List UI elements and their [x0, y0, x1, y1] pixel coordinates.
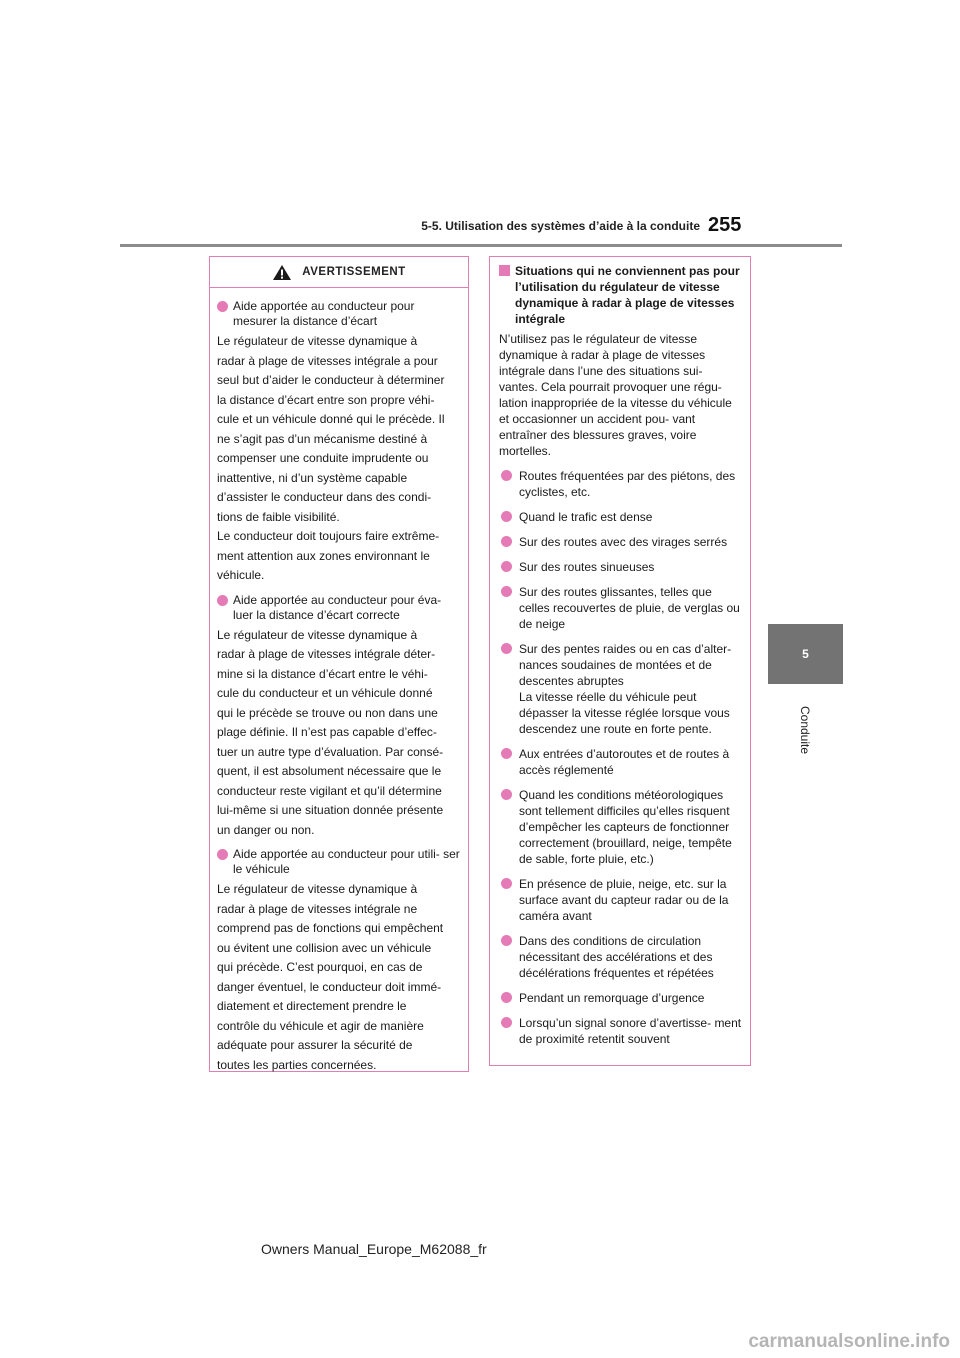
warning-bullet	[217, 299, 460, 329]
list-item	[499, 468, 742, 500]
list-item	[499, 534, 742, 550]
warning-text-line: compenser une conduite imprudente ou	[217, 451, 429, 465]
bullet-dot-icon	[217, 595, 228, 606]
list-item	[499, 641, 742, 737]
warning-text-line: conducteur reste vigilant et qu’il détermine	[217, 783, 442, 798]
warning-text-line: tuer un autre type d’évaluation. Par consé-	[217, 744, 444, 759]
section-title: 5-5. Utilisation des systèmes d’aide à la conduite	[421, 219, 700, 233]
warning-text-line: inattentive, ni d’un système capable	[217, 470, 408, 485]
warning-text-line: un danger ou non.	[217, 822, 315, 837]
warning-text-line: Le conducteur doit toujours faire extrême-	[217, 529, 440, 543]
bullet-dot-icon	[217, 301, 228, 312]
list-item-text: Pendant un remorquage d’urgence	[519, 991, 705, 1005]
situations-list	[499, 468, 742, 1047]
list-item	[499, 584, 742, 632]
warning-bullet-heading: Aide apportée au conducteur pour utili- ser le véhicule	[233, 847, 460, 876]
warning-text-line: danger éventuel, le conducteur doit immé-	[217, 979, 442, 994]
warning-triangle-icon	[272, 264, 292, 281]
list-item	[499, 509, 742, 525]
warning-header	[210, 257, 468, 288]
warning-bullet	[217, 593, 460, 623]
list-item-text: Sur des routes avec des virages serrés	[519, 535, 728, 549]
list-item	[499, 746, 742, 778]
footer-text: Owners Manual_Europe_M62088_fr	[261, 1241, 487, 1257]
list-item-text: Sur des pentes raides ou en cas d’alter- nances soudaines de montées et de descentes abruptes	[519, 642, 732, 688]
bullet-dot-icon	[501, 470, 512, 481]
bullet-dot-icon	[501, 789, 512, 800]
list-item-text: Sur des routes glissantes, telles que celles recouvertes de pluie, de verglas ou de neige	[519, 585, 740, 631]
bullet-dot-icon	[217, 849, 228, 860]
warning-text-line: ne s’agit pas d’un mécanisme destiné à	[217, 431, 428, 446]
watermark-text: carmanualsonline.info	[748, 1331, 950, 1352]
list-item	[499, 559, 742, 575]
list-item	[499, 1015, 742, 1047]
bullet-dot-icon	[501, 992, 512, 1003]
chapter-label-text: Conduite	[797, 705, 812, 755]
situations-intro: N’utilisez pas le régulateur de vitesse dynamique à radar à plage de vitesses intégrale dans l’une des situations sui- vantes. Cela pourrait provoquer une régu- lation inappropriée de la vitesse du véhicule et occasionner un accident pou- vant entraîner des blessures graves, voire mortelles.	[499, 332, 732, 458]
warning-text-line: ou évitent une collision avec un véhicule	[217, 940, 432, 955]
warning-body	[210, 288, 468, 1075]
bullet-dot-icon	[501, 1017, 512, 1028]
warning-text-line: quent, il est absolument nécessaire que le	[217, 764, 442, 778]
list-item-text: Aux entrées d’autoroutes et de routes à accès réglementé	[519, 747, 730, 777]
warning-bullet-heading: Aide apportée au conducteur pour mesurer la distance d’écart	[233, 299, 415, 328]
list-item	[499, 787, 742, 867]
warning-text-line: Le régulateur de vitesse dynamique à	[217, 334, 418, 348]
warning-text-line: qui le précède se trouve ou non dans une	[217, 705, 438, 720]
list-item-text: Routes fréquentées par des piétons, des cyclistes, etc.	[519, 469, 736, 499]
list-item-text: Dans des conditions de circulation nécessitant des accélérations et des décélérations fréquentes et répétées	[519, 934, 714, 980]
header-rule	[120, 244, 842, 247]
bullet-dot-icon	[501, 878, 512, 889]
warning-text-line: mine si la distance d’écart entre le véhi-	[217, 666, 428, 681]
warning-text-line: radar à plage de vitesses intégrale déter-	[217, 647, 436, 661]
list-item	[499, 933, 742, 981]
warning-text-line: la distance d’écart entre son propre véhi-	[217, 392, 435, 407]
warning-text-line: plage définie. Il n’est pas capable d’effec-	[217, 725, 437, 739]
list-item-note: La vitesse réelle du véhicule peut dépasser la vitesse réglée lorsque vous descendez une route en forte pente.	[519, 690, 730, 736]
list-item-text: Lorsqu’un signal sonore d’avertisse- ment de proximité retentit souvent	[519, 1016, 742, 1046]
warning-text-line: lui-même si une situation donnée présente	[217, 803, 444, 817]
warning-text-line: Le régulateur de vitesse dynamique à	[217, 882, 418, 896]
chapter-number: 5	[802, 647, 809, 661]
bullet-dot-icon	[501, 748, 512, 759]
warning-text-line: cule et un véhicule donné qui le précède. Il	[217, 412, 445, 426]
situations-heading	[499, 263, 742, 327]
warning-bullet-heading: Aide apportée au conducteur pour éva- luer la distance d’écart correcte	[233, 592, 442, 622]
list-item-text: Quand les conditions météorologiques sont tellement difficiles qu’elles risquent d’empêcher les capteurs de fonctionner correctement (brouillard, neige, tempête de sable, forte pluie, etc.)	[519, 788, 732, 866]
warning-title: AVERTISSEMENT	[302, 266, 406, 278]
warning-text-line: véhicule.	[217, 568, 265, 582]
warning-box	[209, 256, 469, 1072]
page-number: 255	[708, 214, 742, 236]
bullet-dot-icon	[501, 586, 512, 597]
warning-text-line: contrôle du véhicule et agir de manière	[217, 1018, 424, 1033]
bullet-dot-icon	[501, 935, 512, 946]
situations-title: Situations qui ne conviennent pas pour l’utilisation du régulateur de vitesse dynamique à radar à plage de vitesses intégrale	[515, 264, 740, 326]
bullet-dot-icon	[501, 561, 512, 572]
warning-text-line: Le régulateur de vitesse dynamique à	[217, 627, 418, 642]
list-item-text: En présence de pluie, neige, etc. sur la surface avant du capteur radar ou de la caméra avant	[519, 877, 729, 923]
warning-text-line: radar à plage de vitesses intégrale a pour	[217, 353, 438, 368]
list-item-text: Quand le trafic est dense	[519, 510, 653, 524]
warning-text-line: seul but d’aider le conducteur à déterminer	[217, 373, 445, 387]
list-item-text: Sur des routes sinueuses	[519, 560, 655, 574]
square-bullet-icon	[499, 265, 510, 276]
warning-text-line: d’assister le conducteur dans des condi-	[217, 490, 432, 504]
warning-text-line: toutes les parties concernées.	[217, 1057, 377, 1072]
warning-text-line: comprend pas de fonctions qui empêchent	[217, 921, 444, 935]
warning-text-line: tions de faible visibilité.	[217, 509, 340, 524]
bullet-dot-icon	[501, 643, 512, 654]
bullet-dot-icon	[501, 511, 512, 522]
warning-text-line: radar à plage de vitesses intégrale ne	[217, 901, 418, 916]
warning-text-line: qui précède. C’est pourquoi, en cas de	[217, 960, 423, 974]
list-item	[499, 990, 742, 1006]
warning-bullet	[217, 847, 460, 877]
warning-text-line: diatement et directement prendre le	[217, 999, 407, 1013]
warning-text-line: ment attention aux zones environnant le	[217, 548, 430, 563]
bullet-dot-icon	[501, 536, 512, 547]
warning-text-line: adéquate pour assurer la sécurité de	[217, 1038, 413, 1052]
chapter-tab[interactable]	[768, 624, 843, 684]
list-item	[499, 876, 742, 924]
situations-box	[489, 256, 751, 1066]
chapter-label	[770, 700, 840, 760]
warning-text-line: cule du conducteur et un véhicule donné	[217, 686, 433, 700]
